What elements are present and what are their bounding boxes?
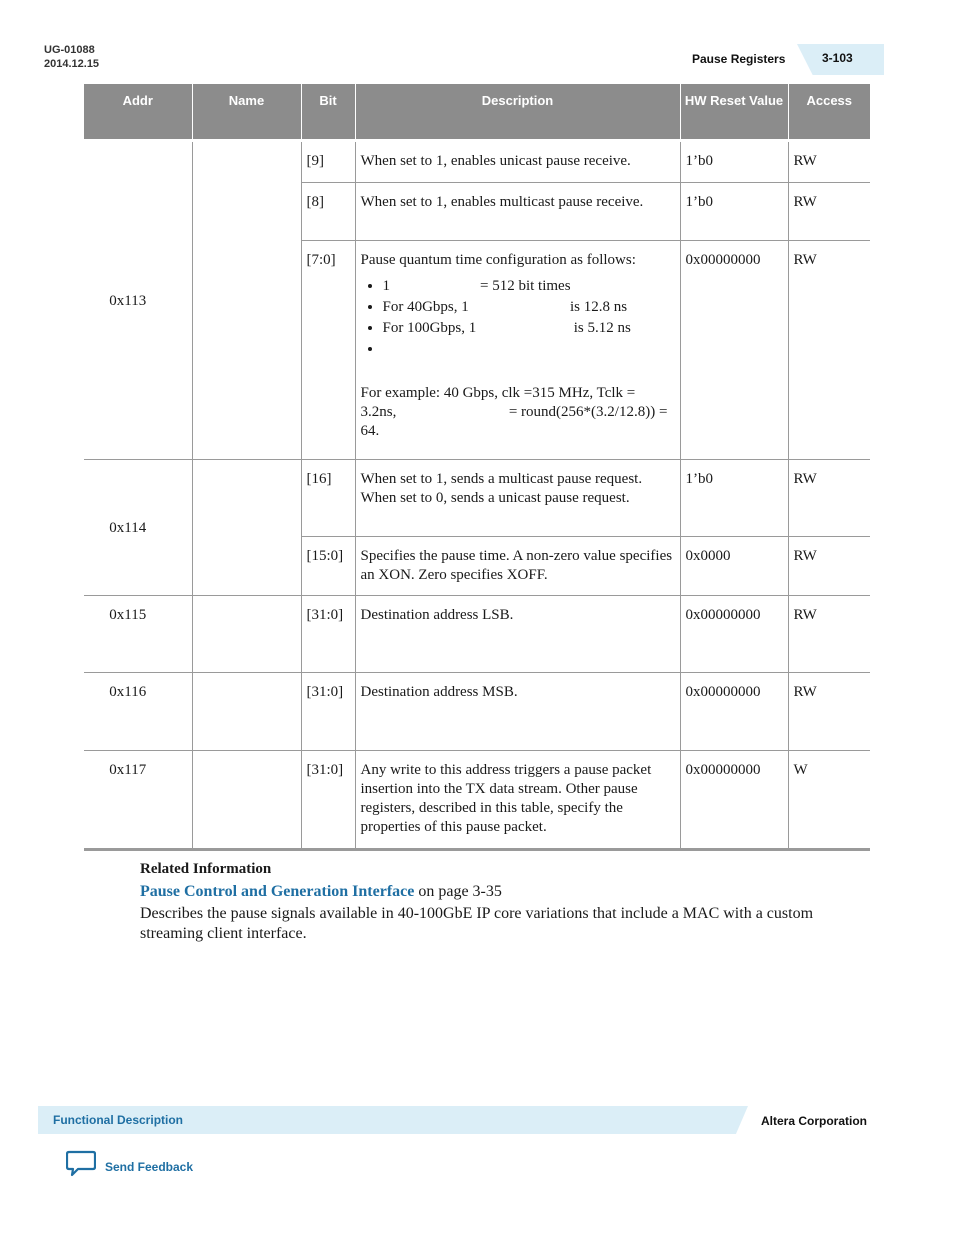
reset-value-cell: 1’b0 [680,182,788,240]
speech-bubble-icon [66,1150,96,1183]
access-cell: RW [788,459,870,536]
description-cell [355,240,680,459]
description-cell: When set to 1, enables unicast pause receive. [355,140,680,182]
bit-cell: [7:0] [301,240,355,459]
name-cell [192,140,301,459]
table-header-row [84,84,870,140]
table-row [84,750,870,849]
document-id: UG-01088 [44,44,95,56]
access-cell: RW [788,536,870,595]
table-row [84,595,870,672]
description-cell: Destination address LSB. [355,595,680,672]
table-row [84,459,870,536]
addr-cell: 0x116 [84,672,192,750]
access-cell: RW [788,182,870,240]
access-cell: RW [788,595,870,672]
related-link-page-ref: on page 3-35 [414,883,502,900]
access-cell: RW [788,240,870,459]
list-item [383,339,675,360]
bit-cell: [31:0] [301,672,355,750]
reset-value-cell: 0x00000000 [680,750,788,849]
description-cell: When set to 1, enables multicast pause receive. [355,182,680,240]
list-item: • For 100Gbps, 1 is 5.12 ns [383,318,675,339]
access-cell: W [788,750,870,849]
table-row [84,672,870,750]
name-cell [192,595,301,672]
column-header-hw-reset-value: HW Reset Value [680,84,788,140]
description-cell: Destination address MSB. [355,672,680,750]
name-cell [192,750,301,849]
column-header-access: Access [788,84,870,140]
section-title: Pause Registers [692,52,786,66]
send-feedback-label: Send Feedback [105,1159,194,1174]
addr-cell: 0x113 [84,140,192,459]
bit-cell: [16] [301,459,355,536]
bit-cell: [8] [301,182,355,240]
send-feedback-button[interactable] [66,1150,193,1183]
column-header-bit: Bit [301,84,355,140]
description-cell: When set to 1, sends a multicast pause request. When set to 0, sends a unicast pause request. [355,459,680,536]
description-cell: Specifies the pause time. A non-zero value specifies an XON. Zero specifies XOFF. [355,536,680,595]
document-date: 2014.12.15 [44,58,100,70]
bullet-list [361,276,675,360]
related-description: Describes the pause signals available in 40-100GbE IP core variations that include a MAC with a custom streaming client interface. [140,905,814,942]
addr-cell: 0x115 [84,595,192,672]
description-text: Pause quantum time configuration as follows: [360,251,636,268]
functional-description-link[interactable]: Functional Description [53,1113,184,1127]
bit-cell: [9] [301,140,355,182]
pause-control-interface-link[interactable]: Pause Control and Generation Interface [140,883,415,900]
addr-cell: 0x117 [84,750,192,849]
document-id-block [44,43,99,71]
related-link-line [140,883,502,901]
column-header-addr: Addr [84,84,192,140]
bit-cell: [31:0] [301,595,355,672]
description-cell: Any write to this address triggers a pause packet insertion into the TX data stream. Other pause registers, described in this table, specify the properties of this pause packet. [355,750,680,849]
bit-cell: [15:0] [301,536,355,595]
reset-value-cell: 1’b0 [680,140,788,182]
table-row [84,140,870,182]
column-header-name: Name [192,84,301,140]
name-cell [192,672,301,750]
addr-cell: 0x114 [84,459,192,595]
reset-value-cell: 1’b0 [680,459,788,536]
bit-cell: [31:0] [301,750,355,849]
reset-value-cell: 0x00000000 [680,240,788,459]
column-header-description: Description [355,84,680,140]
related-information-heading: Related Information [140,861,272,877]
example-text: For example: 40 Gbps, clk =315 MHz, Tclk = 3.2ns, = round(256*(3.2/12.8)) = 64. [360,384,672,439]
name-cell [192,459,301,595]
list-item: • For 40Gbps, 1 is 12.8 ns [383,297,675,318]
list-item: • 1 = 512 bit times [383,276,675,297]
pause-registers-table [84,84,870,851]
access-cell: RW [788,672,870,750]
reset-value-cell: 0x00000000 [680,595,788,672]
reset-value-cell: 0x0000 [680,536,788,595]
company-name: Altera Corporation [761,1114,868,1128]
access-cell: RW [788,140,870,182]
page-number: 3-103 [822,51,853,65]
reset-value-cell: 0x00000000 [680,672,788,750]
